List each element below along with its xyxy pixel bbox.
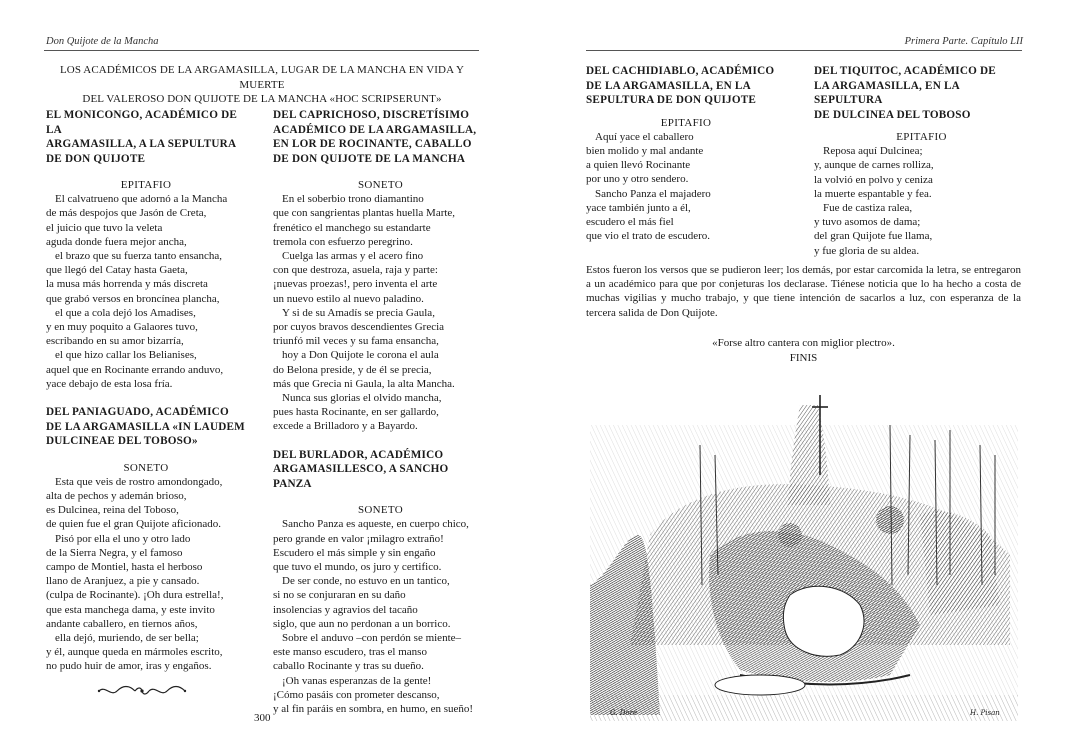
verse-lines <box>273 517 488 716</box>
engraving-illustration-icon <box>590 385 1018 721</box>
verse-line: Sancho Panza es aqueste, en cuerpo chico, <box>282 518 469 531</box>
verse-line: que llegó del Catay hasta Gaeta, <box>46 264 188 277</box>
closing-block <box>586 336 1021 365</box>
poem-label: SONETO <box>358 504 403 517</box>
verse-line: ella dejó, muriendo, de ser bella; <box>55 631 199 644</box>
verse-line: con que destroza, asuela, raja y parte: <box>273 264 438 277</box>
closing-quote: «Forse altro cantera con miglior plectro». <box>712 337 895 349</box>
verse-line: de quien fue el gran Quijote aficionado. <box>46 518 222 531</box>
verse-line: Esta que veis de rostro amondongado, <box>55 475 223 488</box>
finis-label: FINIS <box>789 351 818 364</box>
verse-line: no pudo huir de amor, iras y engaños. <box>46 660 212 673</box>
running-head-right: Primera Parte. Capítulo LII <box>904 36 1023 47</box>
title-line: ARGAMASILLA, A LA SEPULTURA <box>46 138 237 150</box>
title-line: DE LA ARGAMASILLA, EN LA <box>586 79 751 92</box>
verse-line: Cuelga las armas y el acero fino <box>282 250 424 263</box>
verse-line: de la Sierra Negra, y el famoso <box>46 546 183 559</box>
heading-line: DEL VALEROSO DON QUIJOTE DE LA MANCHA «HOC SCRIPSERUNT» <box>82 93 442 105</box>
verse-line: de más despojos que Jasón de Creta, <box>46 207 207 220</box>
verse-line: este manso escudero, tras el manso <box>273 646 427 659</box>
verse-line: el que hizo callar los Belianises, <box>55 349 197 362</box>
verse-line: un nuevo estilo al nuevo paladino. <box>273 292 424 305</box>
left-column-1 <box>46 108 246 674</box>
verse-line: yace también junto a él, <box>586 201 691 214</box>
verse-line: excede a Brilladoro y a Bayardo. <box>273 420 418 433</box>
poem-tiquitoc <box>814 64 1029 258</box>
verse-line: ¡Cómo pasáis con prometer descanso, <box>273 688 440 701</box>
title-line: DEL PANIAGUADO, ACADÉMICO <box>46 406 229 419</box>
verse-line: que tuvo el mundo, os juro y certifico. <box>273 560 442 573</box>
title-line: ACADÉMICO DE LA ARGAMASILLA, <box>273 123 477 136</box>
verse-line: y tuvo asomos de dama; <box>814 216 921 229</box>
header-rule-left <box>44 50 479 51</box>
title-line: DEL BURLADOR, ACADÉMICO <box>273 448 444 461</box>
poem-monicongo <box>46 108 246 391</box>
verse-lines <box>46 192 246 391</box>
verse-line: ¡nuevas proezas!, pero inventa el arte <box>273 278 438 291</box>
verse-line: Reposa aquí Dulcinea; <box>823 145 923 158</box>
ornament-icon <box>97 684 187 698</box>
title-line: DE DON QUIJOTE DE LA MANCHA <box>273 152 466 165</box>
verse-line: campo de Montiel, hasta el herboso <box>46 560 203 573</box>
verse-line: escudero el más fiel <box>586 215 674 228</box>
poem-title <box>586 64 786 108</box>
poem-label: EPITAFIO <box>660 116 712 129</box>
right-column-2 <box>814 64 1029 258</box>
verse-line: Sobre el anduvo –con perdón se miente– <box>282 631 462 644</box>
right-column-1 <box>586 64 786 243</box>
verse-line: bien molido y mal andante <box>586 144 704 157</box>
title-line: LA ARGAMASILLA, EN LA SEPULTURA <box>814 79 960 106</box>
poem-label: SONETO <box>123 461 169 474</box>
verse-line: Sancho Panza el majadero <box>595 187 711 200</box>
verse-line: Pisó por ella el uno y otro lado <box>55 532 191 545</box>
verse-line: alta de pechos y ademán brioso, <box>46 489 187 502</box>
engraving-signature-right: H. Pisan <box>970 709 1000 717</box>
title-line: DEL CACHIDIABLO, ACADÉMICO <box>586 65 775 77</box>
title-line: DE DULCINEA DEL TOBOSO <box>814 108 971 121</box>
verse-line: frenético el manchego su estandarte <box>273 221 431 234</box>
engraving-signature-left: G. Doré <box>610 709 638 717</box>
verse-line: pues hasta Rocinante, en ser gallardo, <box>273 406 439 419</box>
verse-line: por cuyos bravos descendientes Grecia <box>273 321 445 334</box>
verse-line: y, aunque de carnes rolliza, <box>814 159 934 172</box>
title-line: EN LOR DE ROCINANTE, CABALLO <box>273 138 472 150</box>
poem-caprichoso <box>273 108 488 434</box>
verse-line: si no se conjuraran en su daño <box>273 589 406 602</box>
title-line: DE DON QUIJOTE <box>46 152 146 165</box>
poem-title <box>46 405 246 449</box>
verse-line: De ser conde, no estuvo en un tantico, <box>282 575 450 588</box>
poem-title <box>814 64 1029 122</box>
verse-line: Nunca sus glorias el olvido mancha, <box>282 392 442 405</box>
verse-line: del gran Quijote fue llama, <box>814 230 933 243</box>
verse-line: la musa más horrenda y más discreta <box>46 278 208 291</box>
verse-line: insolencias y agravios del tacaño <box>273 603 418 616</box>
verse-line: Escudero el más simple y sin engaño <box>273 546 436 559</box>
verse-line: la volvió en polvo y ceniza <box>814 173 933 186</box>
verse-line: y fue gloria de su aldea. <box>814 244 920 257</box>
verse-line: aquel que en Rocinante errando anduvo, <box>46 363 224 376</box>
verse-line: do Belona preside, y de él se precia, <box>273 363 432 376</box>
left-column-2 <box>273 108 488 716</box>
verse-line: ¡Oh vanas esperanzas de la gente! <box>282 674 432 687</box>
poem-title <box>273 108 488 166</box>
verse-line: escribando en su amor bizarría, <box>46 335 184 348</box>
verse-line: y en muy poquito a Galaores tuvo, <box>46 321 198 334</box>
title-line: SEPULTURA DE DON QUIJOTE <box>586 94 757 106</box>
verse-line: el que a cola dejó los Amadises, <box>55 306 196 319</box>
verse-line: más que Grecia ni Gaula, la alta Mancha. <box>273 377 455 390</box>
title-line: DULCINEAE DEL TOBOSO» <box>46 435 198 448</box>
verse-lines <box>46 475 246 674</box>
title-line: ARGAMASILLESCO, A SANCHO PANZA <box>273 463 449 490</box>
verse-line: tremola con esfuerzo peregrino. <box>273 235 413 248</box>
heading-line: LOS ACADÉMICOS DE LA ARGAMASILLA, LUGAR DE LA MANCHA EN VIDA Y MUERTE <box>59 64 465 91</box>
verse-line: (culpa de Rocinante). ¡Oh dura estrella!, <box>46 589 224 602</box>
poem-label: SONETO <box>358 179 403 191</box>
verse-lines <box>586 130 786 244</box>
verse-line: es Dulcinea, reina del Toboso, <box>46 504 179 517</box>
verse-line: Y si de su Amadís se precia Gaula, <box>282 306 435 319</box>
verse-line: triunfó mil veces y su fama ensancha, <box>273 335 439 348</box>
closing-prose: Estos fueron los versos que se pudieron leer; los demás, por estar carcomida la letra, se entregaron a un académico para que por conjeturas los declarase. Tiénese noticia que lo ha hecho a costa de muchas vigilias y mucho trabajo, y que tiene intención de sacarlos a luz, con esperanza de la tercera salida de Don Quijote. <box>586 264 1021 319</box>
poem-label: EPITAFIO <box>120 179 172 191</box>
verse-line: Aquí yace el caballero <box>595 130 694 143</box>
title-line: DEL CAPRICHOSO, DISCRETÍSIMO <box>273 109 470 121</box>
verse-line: y él, aunque queda en mármoles escrito, <box>46 646 223 659</box>
verse-line: En el soberbio trono diamantino <box>282 193 424 206</box>
header-rule-right <box>586 50 1022 51</box>
poem-title <box>273 448 488 492</box>
verse-line: que esta manchega dama, y este invito <box>46 603 215 616</box>
verse-line: y al fin paráis en sombra, en humo, en sueño! <box>273 703 474 715</box>
verse-line: El calvatrueno que adornó a la Mancha <box>55 193 228 206</box>
verse-line: caballo Rocinante y tras su dueño. <box>273 660 424 673</box>
poem-paniaguado <box>46 405 246 674</box>
verse-lines <box>814 144 1029 258</box>
running-head-left: Don Quijote de la Mancha <box>46 36 159 47</box>
verse-line: que grabó versos en broncínea plancha, <box>46 292 220 305</box>
poem-title <box>46 108 246 166</box>
verse-line: por uno y otro sendero. <box>586 173 689 186</box>
verse-line: pero grande en valor ¡milagro extraño! <box>273 532 444 545</box>
verse-line: la muerte espantable y fea. <box>814 187 932 200</box>
verse-line: Fue de castiza ralea, <box>823 202 913 215</box>
title-line: DE LA ARGAMASILLA «IN LAUDEM <box>46 420 245 433</box>
verse-line: aguda donde fuera mejor ancha, <box>46 235 187 248</box>
verse-line: andante caballero, en tiernos años, <box>46 617 198 630</box>
title-line: DEL TIQUITOC, ACADÉMICO DE <box>814 65 996 77</box>
verse-line: hoy a Don Quijote le corona el aula <box>282 349 439 362</box>
academicians-heading <box>46 63 478 107</box>
poem-cachidiablo <box>586 64 786 243</box>
page-number: 300 <box>254 712 271 724</box>
title-line: EL MONICONGO, ACADÉMICO DE LA <box>46 109 238 136</box>
poem-label: EPITAFIO <box>896 131 947 143</box>
verse-lines <box>273 192 488 433</box>
poem-burlador <box>273 448 488 717</box>
verse-line: siglo, que aun no perdonan a un borrico. <box>273 617 451 630</box>
verse-line: que con sangrientas plantas huella Marte, <box>273 207 456 220</box>
verse-line: el juicio que tuvo la veleta <box>46 221 163 234</box>
verse-line: que vio el trato de escudero. <box>586 230 711 243</box>
verse-line: llano de Aranjuez, a pie y cansado. <box>46 575 200 588</box>
verse-line: yace debajo de esta losa fría. <box>46 377 173 390</box>
verse-line: el brazo que su fuerza tanto ensancha, <box>55 250 223 263</box>
verse-line: a quien llevó Rocinante <box>586 159 691 172</box>
